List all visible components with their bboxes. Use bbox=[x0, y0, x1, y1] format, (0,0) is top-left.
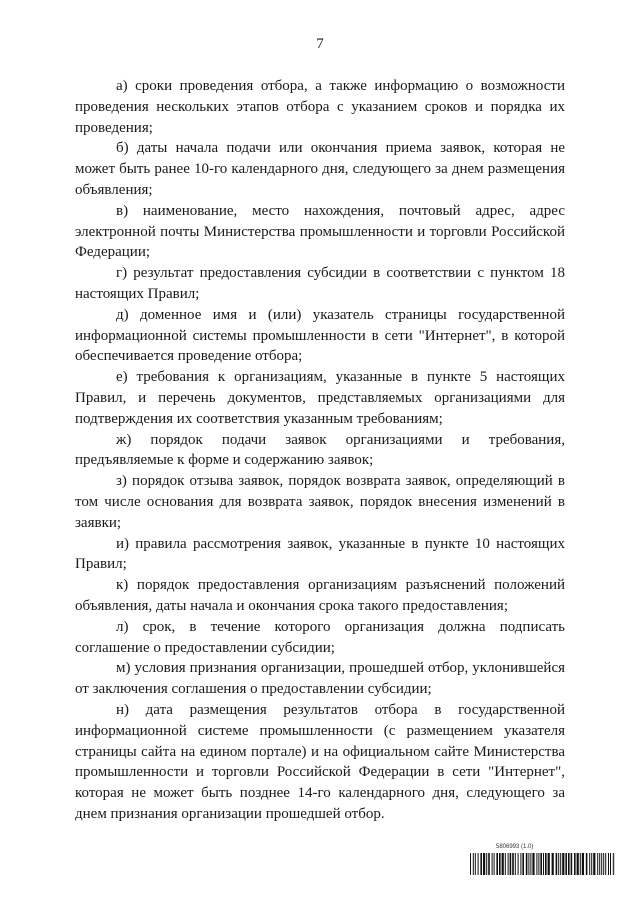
list-item-n: н) дата размещения результатов отбора в государственной информационной системе промышленности (с размещением указателя страницы сайта на едином портале) и на официальном сайте Министерства промышленности и торговли Российской Федерации в сети "Интернет", которая не может быть позднее 14-го календарного дня, следующего за днем признания организации прошедшей отбор. bbox=[75, 701, 569, 822]
list-item-k: к) порядок предоставления организациям разъяснений положений объявления, даты начала и окончания срока такого предоставления; bbox=[75, 577, 569, 614]
list-item-v: в) наименование, место нахождения, почтовый адрес, адрес электронной почты Министерства промышленности и торговли Российской Федерации; bbox=[75, 202, 569, 261]
list-item-zh: ж) порядок подачи заявок организациями и требования, предъявляемые к форме и содержанию заявок; bbox=[75, 431, 569, 469]
barcode-icon bbox=[470, 853, 615, 875]
list-item-e: е) требования к организациям, указанные в пункте 5 настоящих Правил, и перечень документов, представляемых организациями для подтверждения их соответствия указанным требованиям; bbox=[75, 369, 569, 427]
list-item-z: з) порядок отзыва заявок, порядок возврата заявок, определяющий в том числе основания для возврата заявок, порядок внесения изменений в заявки; bbox=[75, 473, 569, 531]
footer-barcode-block bbox=[470, 843, 615, 875]
list-item-i: и) правила рассмотрения заявок, указанные в пункте 10 настоящих Правил; bbox=[75, 535, 569, 573]
list-item-a: а) сроки проведения отбора, а также информацию о возможности проведения нескольких этапов отбора с указанием сроков и порядка их проведения; bbox=[75, 78, 569, 136]
page-number: 7 bbox=[316, 36, 324, 52]
list-item-b: б) даты начала подачи или окончания приема заявок, которая не может быть ранее 10-го календарного дня, следующего за днем размещения объявления; bbox=[75, 140, 569, 198]
list-item-g: г) результат предоставления субсидии в соответствии с пунктом 18 настоящих Правил; bbox=[75, 265, 569, 302]
list-item-d: д) доменное имя и (или) указатель страницы государственной информационной системы промышленности в сети "Интернет", в которой обеспечивается проведение отбора; bbox=[75, 306, 569, 365]
list-item-l: л) срок, в течение которого организация должна подписать соглашение о предоставлении субсидии; bbox=[75, 618, 569, 656]
barcode-id: 5806993 (1.0) bbox=[496, 844, 534, 850]
list-item-m: м) условия признания организации, прошедшей отбор, уклонившейся от заключения соглашения о предоставлении субсидии; bbox=[75, 660, 569, 698]
document-body bbox=[75, 76, 569, 825]
